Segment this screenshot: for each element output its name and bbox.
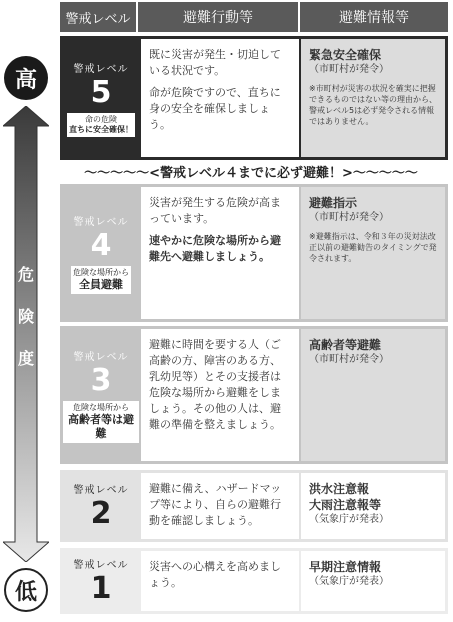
level-1-row	[60, 548, 448, 614]
info-title: 避難指示	[309, 196, 358, 210]
info-note: ※避難指示は、令和３年の災対法改正以前の避難勧告のタイミングで発令されます。	[309, 232, 437, 263]
level-number: 2	[90, 495, 112, 531]
level-label: 警戒レベル	[73, 216, 129, 228]
level-5-action	[141, 39, 299, 157]
level-3-info	[301, 329, 445, 461]
risk-word-2: 険	[17, 307, 34, 326]
header-action: 避難行動等	[138, 2, 298, 32]
level-number: 4	[90, 227, 112, 263]
action-text: 速やかに危険な場所から避難先へ避難しましょう。	[149, 234, 281, 263]
info-title: 早期注意情報	[309, 560, 382, 574]
action-text: 災害が発生する危険が高まっています。	[149, 196, 281, 225]
level-2-info	[301, 473, 445, 539]
level-1-action	[141, 551, 299, 611]
action-text: 命が危険ですので、直ちに身の安全を確保しましょう。	[149, 86, 281, 131]
level-note	[71, 266, 131, 294]
risk-low-marker: 低	[4, 568, 48, 612]
level-2-row	[60, 470, 448, 542]
risk-word-3: 度	[17, 349, 34, 368]
action-text: 避難に時間を要する人（ご高齢の方、障害のある方、乳幼児等）とその支援者は危険な場所から避難をしましょう。その他の人は、避難の準備を整えましょう。	[149, 338, 281, 431]
level-5-info	[301, 39, 445, 157]
risk-word-1: 危	[17, 265, 34, 284]
level-3-action	[141, 329, 299, 461]
info-title: 洪水注意報 大雨注意報等	[309, 482, 382, 512]
level-5-row	[60, 36, 448, 160]
level-2-cell	[63, 473, 139, 539]
risk-arrow	[3, 106, 49, 562]
header-level: 警戒レベル	[60, 2, 136, 32]
level-4-cell	[63, 187, 139, 319]
level-note-big: 高齢者等は避難	[68, 412, 134, 440]
level-4-info	[301, 187, 445, 319]
level-note-small: 命の危険	[85, 114, 117, 124]
action-text: 災害への心構えを高めましょう。	[149, 560, 281, 589]
info-issuer: （市町村が発令）	[309, 64, 389, 75]
level-3-cell	[63, 329, 139, 461]
level-3-row	[60, 326, 448, 464]
level-note	[67, 113, 135, 137]
info-title: 高齢者等避難	[309, 338, 382, 352]
evacuate-banner: 〜〜〜〜〜<警戒レベル４までに必ず避難！>〜〜〜〜〜	[84, 166, 418, 181]
level-label: 警戒レベル	[73, 484, 129, 496]
level-label: 警戒レベル	[73, 351, 129, 363]
level-label: 警戒レベル	[73, 63, 129, 75]
level-note	[63, 401, 139, 443]
level-note-big: 直ちに安全確保！	[69, 124, 133, 134]
risk-high-marker: 高	[4, 56, 48, 100]
level-5-cell	[63, 39, 139, 157]
level-note-small: 危険な場所から	[73, 402, 129, 412]
action-text: 既に災害が発生・切迫している状況です。	[149, 48, 281, 77]
level-note-big: 全員避難	[79, 277, 123, 291]
info-title: 緊急安全確保	[309, 48, 382, 62]
level-number: 5	[90, 74, 112, 110]
info-issuer: （市町村が発令）	[309, 212, 389, 223]
level-4-action	[141, 187, 299, 319]
level-note-small: 危険な場所から	[73, 267, 129, 277]
info-issuer: （気象庁が発表）	[309, 514, 389, 525]
level-2-action	[141, 473, 299, 539]
level-1-info	[301, 551, 445, 611]
level-number: 3	[90, 362, 112, 398]
level-4-row	[60, 184, 448, 322]
info-issuer: （市町村が発令）	[309, 354, 389, 365]
info-issuer: （気象庁が発表）	[309, 576, 389, 587]
level-number: 1	[90, 570, 112, 606]
level-1-cell	[63, 551, 139, 611]
info-note: ※市町村が災害の状況を確実に把握できるものではない等の理由から、警戒レベル5は必ず発令される情報ではありません。	[309, 84, 437, 126]
level-label: 警戒レベル	[73, 559, 129, 571]
action-text: 避難に備え、ハザードマップ等により、自らの避難行動を確認しましょう。	[149, 482, 282, 527]
header-info: 避難情報等	[300, 2, 448, 32]
